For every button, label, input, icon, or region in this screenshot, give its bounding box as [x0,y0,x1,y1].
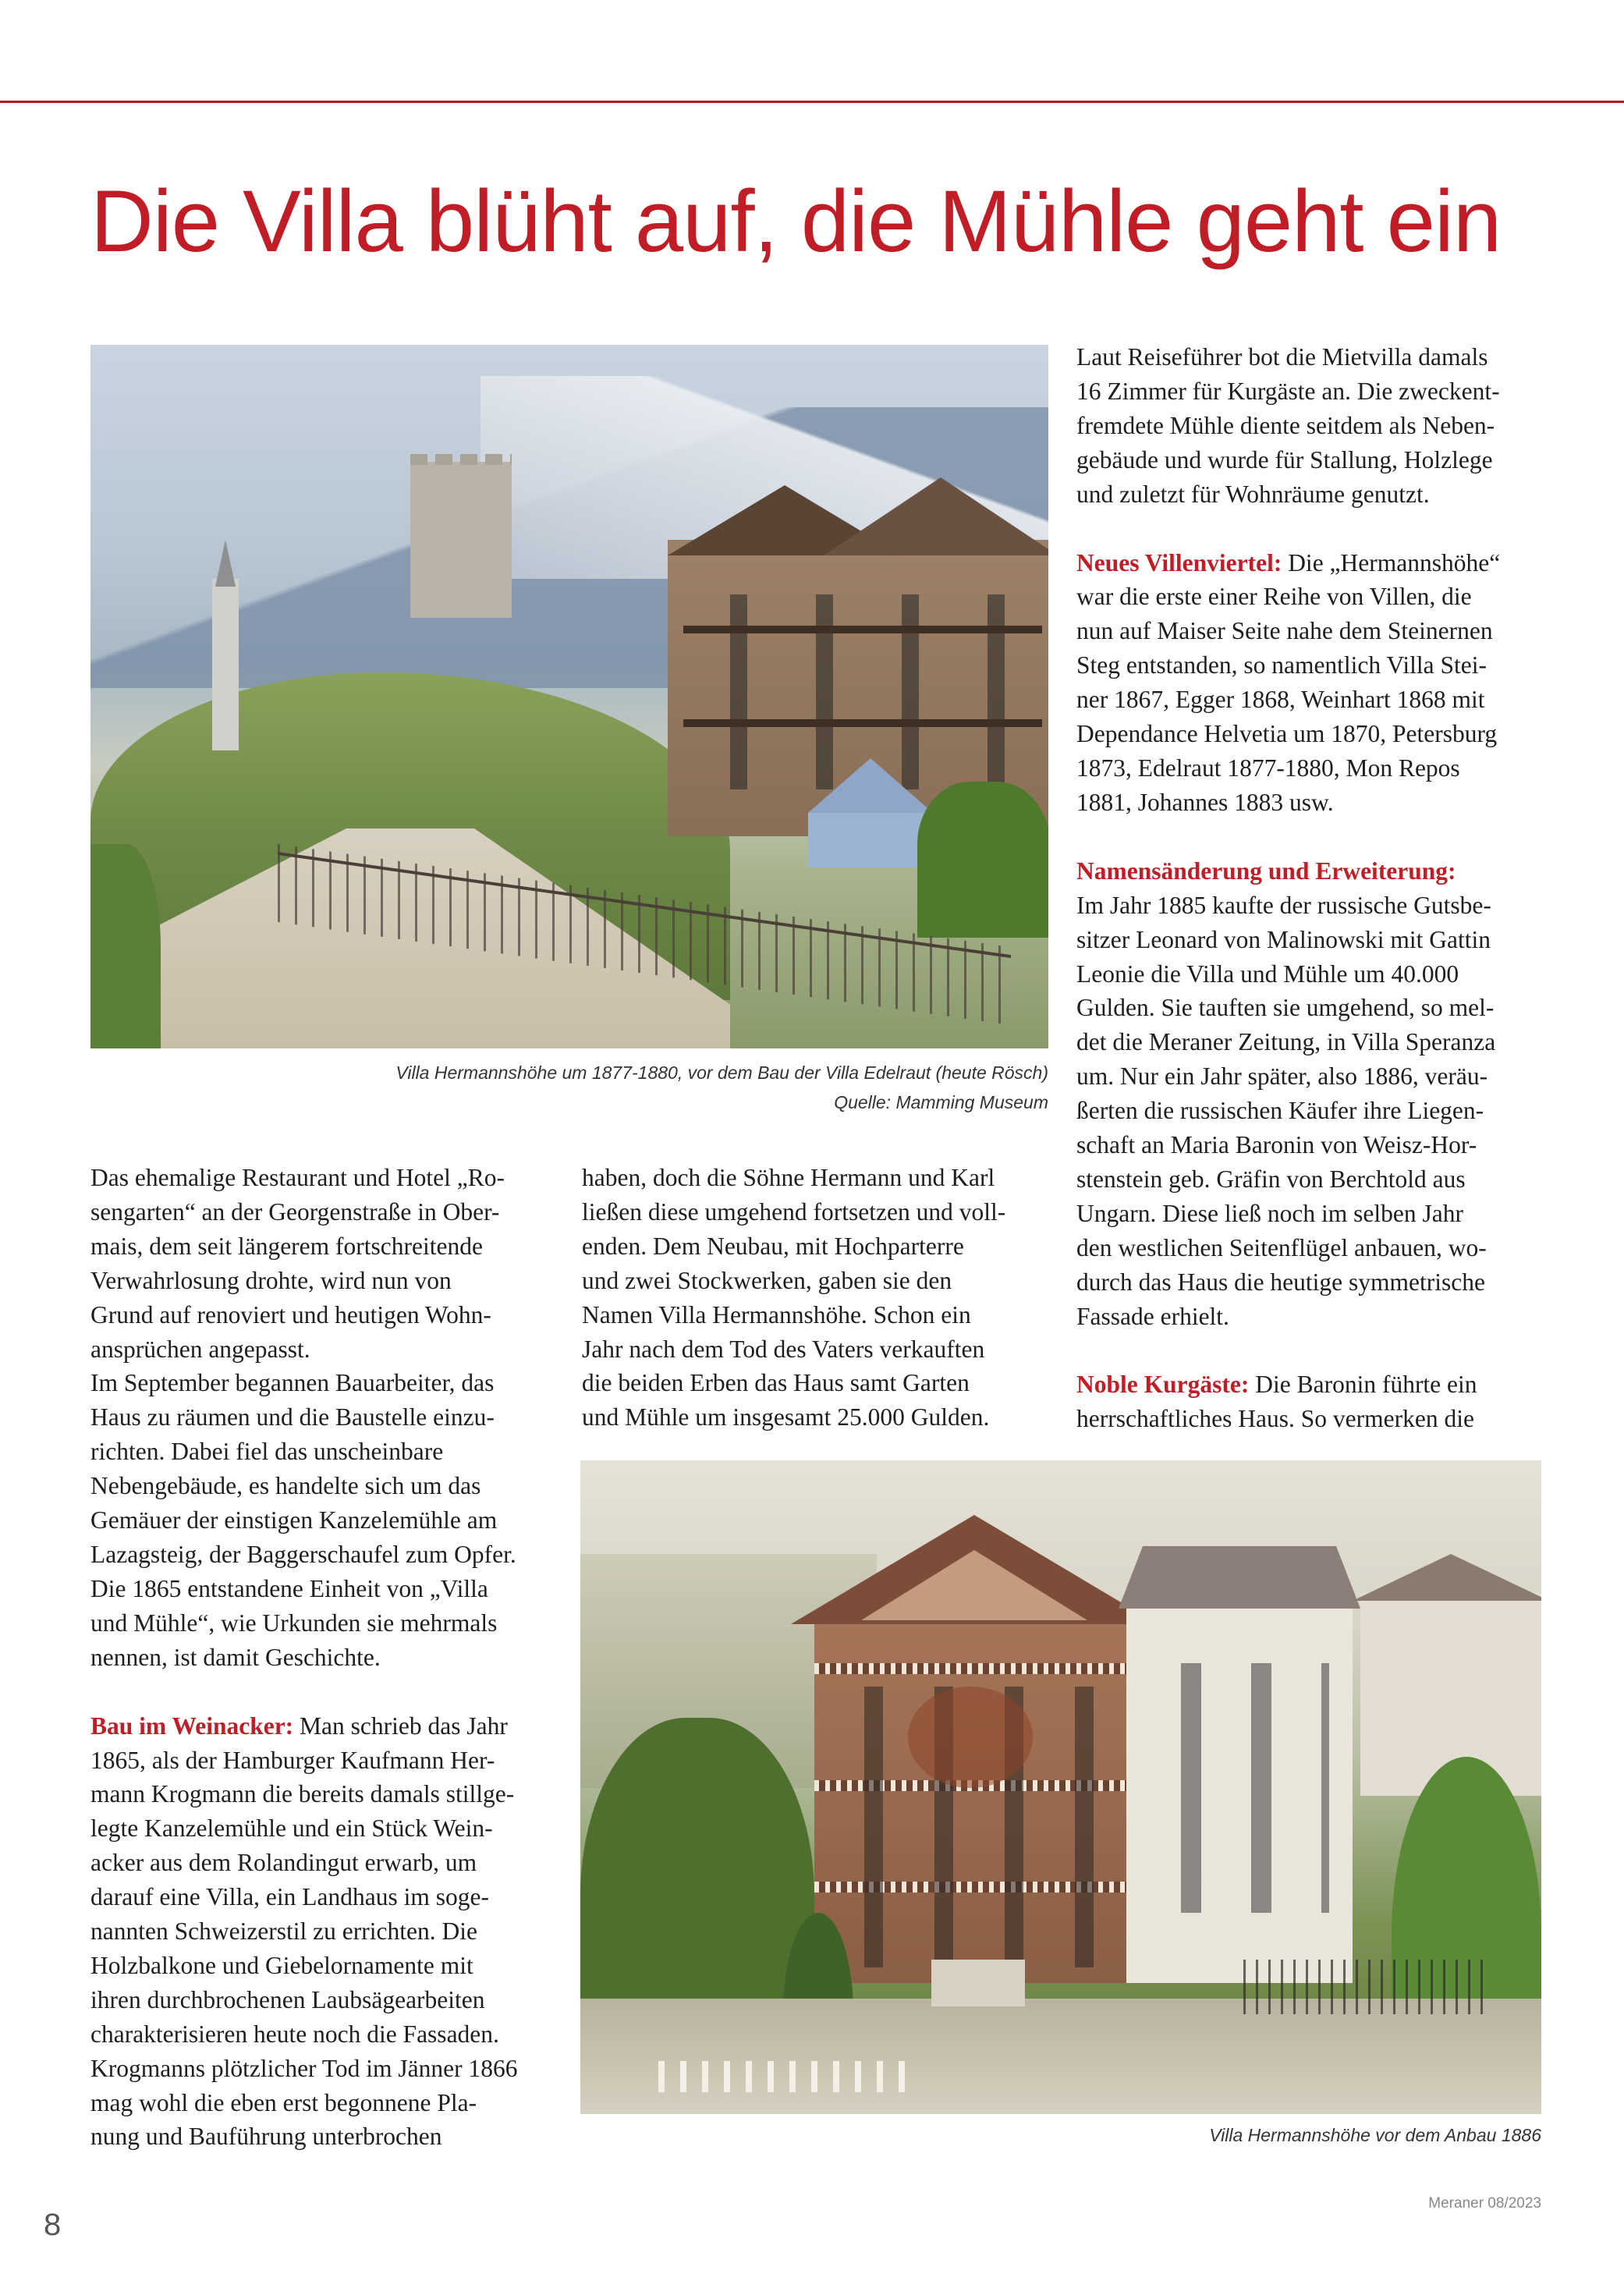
lead-bau-im-weinacker: Bau im Weinacker: [90,1712,294,1740]
caption-source: Quelle: Mamming Museum [834,1092,1048,1112]
paragraph-noble-kurgaeste: Noble Kurgäste: Die Baronin führte ein herrschaftliches Haus. So vermerken die [1076,1371,1477,1433]
photo-caption-top [90,1058,1048,1117]
column-left [90,1161,543,2154]
paragraph-intro: Das ehemalige Restaurant und Hotel „Ro- sengarten“ an der Georgenstraße in Ober- mais, dem seit längerem fortschreitende Verwahrlosung drohte, wird nun von Grund auf renoviert und heutigen Wohn- ansprüchen angepasst. [90,1164,505,1363]
photo-villa-1886 [580,1460,1541,2114]
photo-villa-1877 [90,345,1048,1048]
paragraph-namensaenderung: Namensänderung und Erweiterung: Im Jahr 1885 kaufte der russische Gutsbe- sitzer Leonard von Malinowski mit Gattin Leonie die Villa und Mühle um 40.000 Gulden. Sie tauften sie umgehend, so mel- det die Meraner Zeitung, in Villa Speranza um. Nur ein Jahr später, also 1886, veräu- ßerten die russischen Käufer ihre Liegen- schaft an Maria Baronin von Weisz-Hor- stenstein geb. Gräfin von Berchtold aus Ungarn. Diese ließ noch im selben Jahr den westlichen Seitenflügel anbauen, wo- durch das Haus die heutige symmetrische Fassade erhielt. [1076,857,1496,1330]
page-number: 8 [44,2208,62,2242]
paragraph-bau-im-weinacker: Bau im Weinacker: Man schrieb das Jahr 1865, als der Hamburger Kaufmann Her- mann Krogmann die bereits damals stillge- legte Kanzelemühle und ein Stück Wein- acker aus dem Rolandingut erwarb, um darauf eine Villa, ein Landhaus im soge- nannten Schweizerstil zu errichten. Die Holzbalkone und Giebelornamente mit ihren durchbrochenen Laubsägearbeiten charakterisieren heute noch die Fassaden. Krogmanns plötzlicher Tod im Jänner 1866 mag wohl die eben erst begonnene Pla- nung und Bauführung unterbrochen [90,1712,518,2151]
paragraph-neues-villenviertel: Neues Villenviertel: Die „Hermannshöhe“ war die erste einer Reihe von Villen, die nun auf Maiser Seite nahe dem Steinernen Steg entstanden, so namentlich Villa Stei- ner 1867, Egger 1868, Weinhart 1868 mit Dependance Helvetia um 1870, Petersburg 1873, Edelraut 1877-1880, Mon Repos 1881, Johannes 1883 usw. [1076,548,1501,816]
column-right [1076,340,1552,1436]
lead-neues-villenviertel: Neues Villenviertel: [1076,548,1282,576]
issue-label: Meraner 08/2023 [1428,2195,1541,2212]
paragraph-construction: Im September begannen Bauarbeiter, das Haus zu räumen und die Baustelle einzu- richten. Dabei fiel das unscheinbare Nebengebäude, es handelte sich um das Gemäuer der einstigen Kanzelemühle am Lazagsteig, der Baggerschaufel zum Opfer. Die 1865 entstandene Einheit von „Villa und Mühle“, wie Urkunden sie mehrmals nennen, ist damit Geschichte. [90,1369,516,1671]
paragraph-continuation: haben, doch die Söhne Hermann und Karl ließen diese umgehend fortsetzen und voll- enden. Dem Neubau, mit Hochparterre und zwei Stockwerken, gaben sie den Namen Villa Hermannshöhe. Schon ein Jahr nach dem Tod des Vaters verkauften die beiden Erben das Haus samt Garten und Mühle um insgesamt 25.000 Gulden. [582,1164,1006,1431]
photo-caption-bottom [580,2120,1541,2150]
caption-line: Villa Hermannshöhe vor dem Anbau 1886 [1209,2125,1541,2145]
lead-noble-kurgaeste: Noble Kurgäste: [1076,1371,1250,1399]
page-headline: Die Villa blüht auf, die Mühle geht ein [90,172,1502,270]
top-rule [0,101,1624,103]
caption-line: Villa Hermannshöhe um 1877-1880, vor dem Bau der Villa Edelraut (heute Rösch) [395,1062,1048,1083]
column-middle [582,1161,1050,1435]
paragraph-reisefuehrer: Laut Reiseführer bot die Mietvilla damals 16 Zimmer für Kurgäste an. Die zweckent- fremdete Mühle diente seitdem als Neben- gebäude und wurde für Stallung, Holzlege und zuletzt für Wohnräume genutzt. [1076,343,1500,508]
lead-namensaenderung: Namensänderung und Erweiterung: [1076,857,1456,885]
